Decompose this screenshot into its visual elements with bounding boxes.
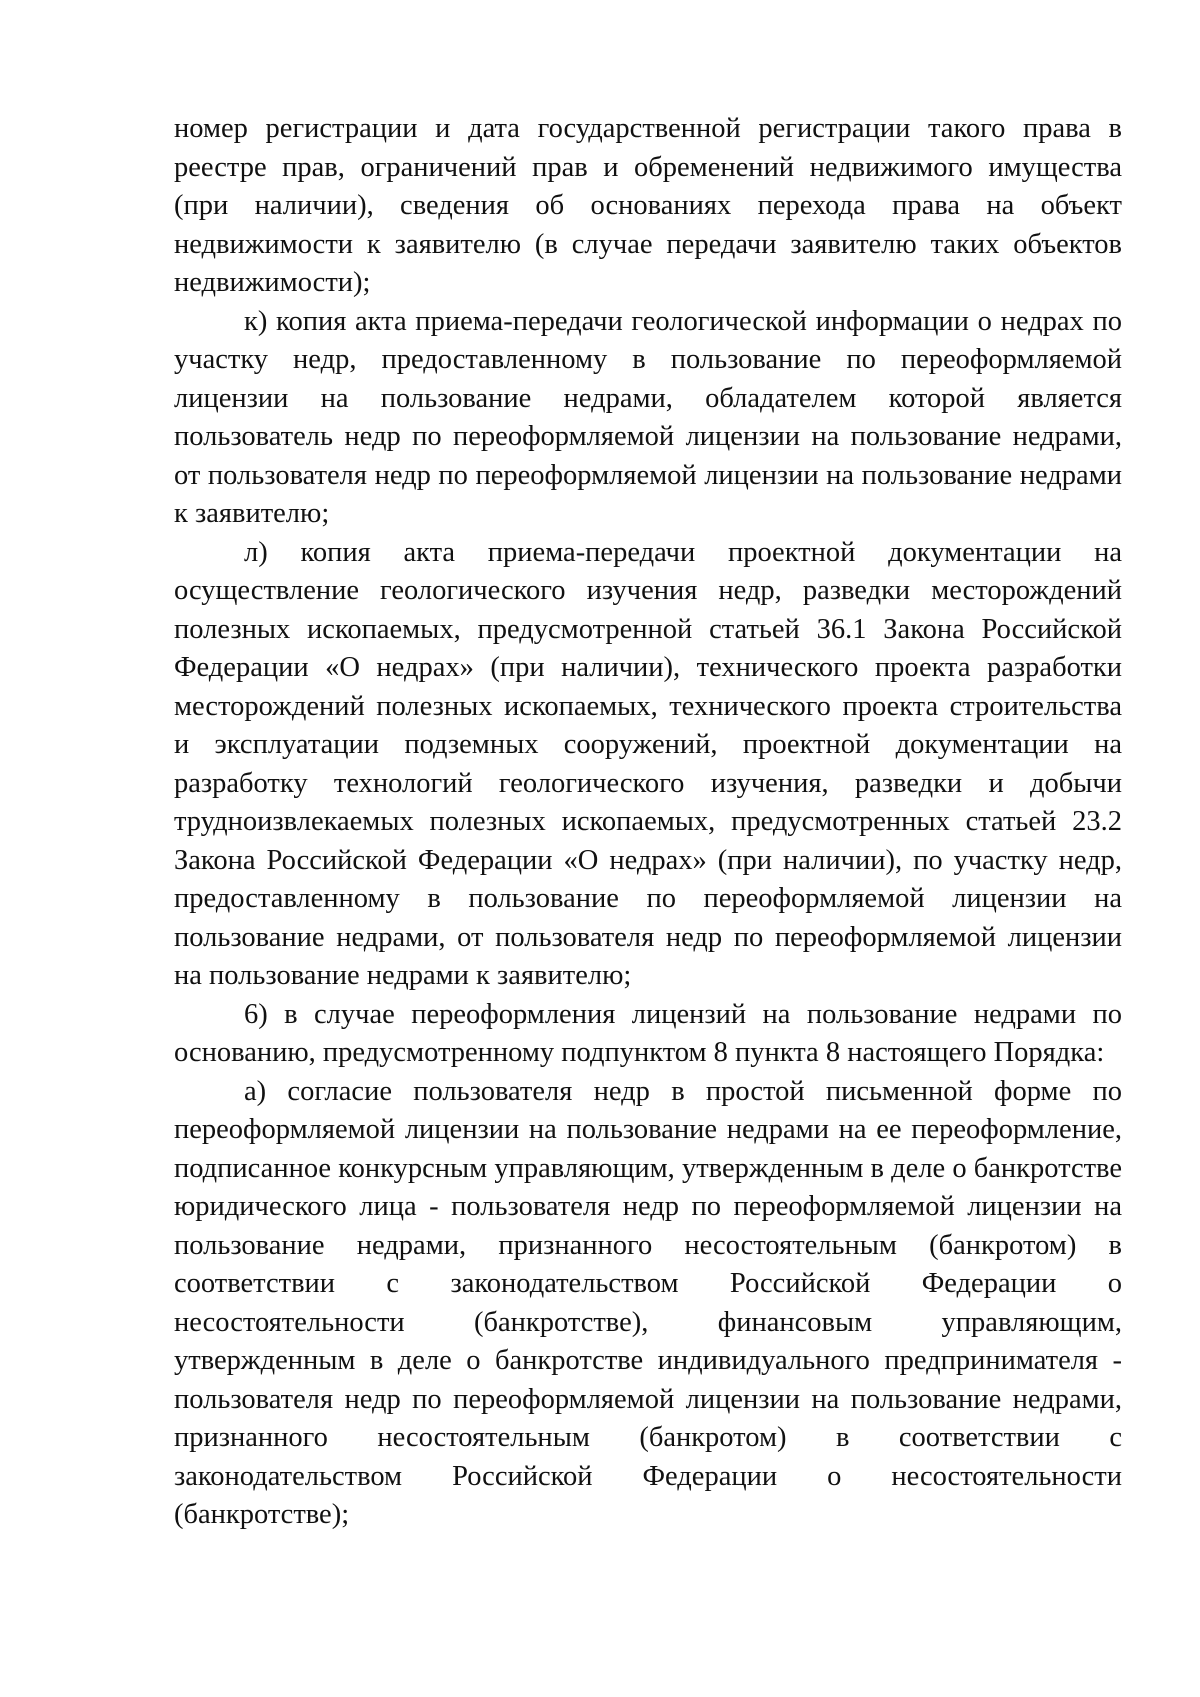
paragraph-item-6: 6) в случае переоформления лицензий на пользование недрами по основанию, предусмотренному подпунктом 8 пункта 8 настоящего Порядка: xyxy=(174,998,1122,1068)
paragraph-item-l: л) копия акта приема-передачи проектной документации на осуществление геологического изучения недр, разведки месторождений полезных ископаемых, предусмотренной статьей 36.1 Закона Российской Федерации «О недрах» (при наличии), технического проекта разработки месторождений полезных ископаемых, технического проекта строительства и эксплуатации подземных сооружений, проектной документации на разработку технологий геологического изучения, разведки и добычи трудноизвлекаемых полезных ископаемых, предусмотренных статьей 23.2 Закона Российской Федерации «О недрах» (при наличии), по участку недр, предоставленному в пользование по переоформляемой лицензии на пользование недрами, от пользователя недр по переоформляемой лицензии на пользование недрами к заявителю; xyxy=(174,536,1122,991)
document-page xyxy=(174,110,1122,1535)
paragraph-continuation: номер регистрации и дата государственной регистрации такого права в реестре прав, ограничений прав и обременений недвижимого имущества (при наличии), сведения об основаниях перехода права на объект недвижимости к заявителю (в случае передачи заявителю таких объектов недвижимости); xyxy=(174,113,1122,298)
paragraph-item-k: к) копия акта приема-передачи геологической информации о недрах по участку недр, предоставленному в пользование по переоформляемой лицензии на пользование недрами, обладателем которой является пользователь недр по переоформляемой лицензии на пользование недрами, от пользователя недр по переоформляемой лицензии на пользование недрами к заявителю; xyxy=(174,305,1122,529)
paragraph-item-a: а) согласие пользователя недр в простой письменной форме по переоформляемой лицензии на пользование недрами на ее переоформление, подписанное конкурсным управляющим, утвержденным в деле о банкротстве юридического лица - пользователя недр по переоформляемой лицензии на пользование недрами, признанного несостоятельным (банкротом) в соответствии с законодательством Российской Федерации о несостоятельности (банкротстве), финансовым управляющим, утвержденным в деле о банкротстве индивидуального предпринимателя - пользователя недр по переоформляемой лицензии на пользование недрами, признанного несостоятельным (банкротом) в соответствии с законодательством Российской Федерации о несостоятельности (банкротстве); xyxy=(174,1075,1122,1530)
